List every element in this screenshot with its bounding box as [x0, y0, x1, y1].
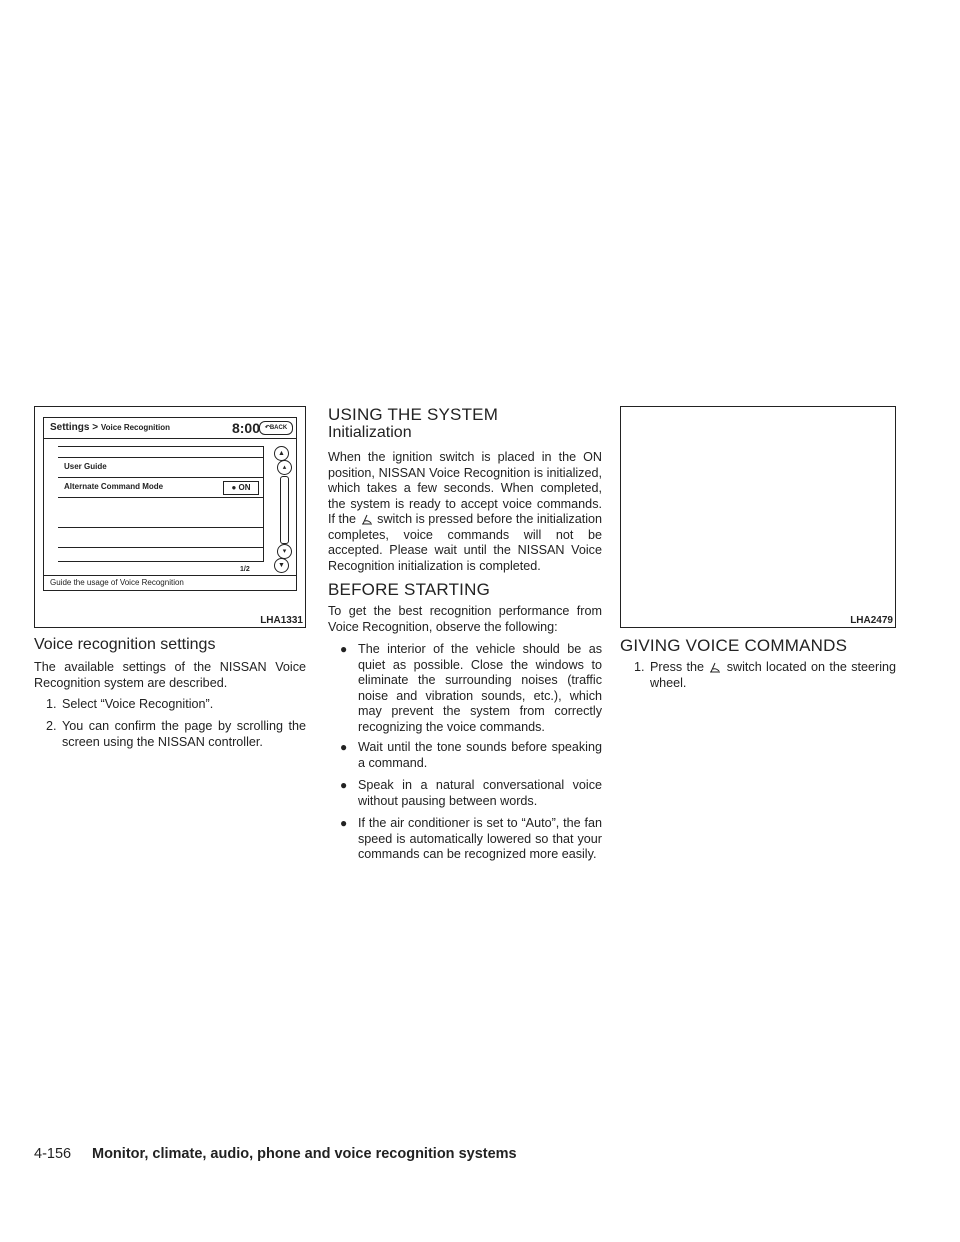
step-number: 1.	[46, 697, 57, 711]
figure-id: LHA1331	[260, 615, 303, 626]
back-button: ↶BACK	[259, 421, 293, 435]
heading-before-starting: BEFORE STARTING	[328, 580, 491, 599]
figure-id: LHA2479	[850, 615, 893, 626]
screen-row-alternate-command-mode	[58, 477, 263, 498]
step-text: You can confirm the page by scrolling the screen using the NISSAN controller.	[62, 719, 306, 749]
scrollbar-icon	[280, 476, 289, 544]
screen-illustration	[43, 417, 297, 591]
scroll-up-icon: ▲	[274, 446, 289, 461]
bullet-item	[340, 642, 602, 735]
page-number: 4-156	[34, 1146, 72, 1162]
bullet-icon: ●	[340, 740, 348, 754]
on-label: ON	[238, 483, 251, 492]
heading-giving-voice-commands: GIVING VOICE COMMANDS	[620, 636, 848, 655]
section-title: Monitor, climate, audio, phone and voice recognition systems	[92, 1146, 517, 1162]
screen-row-label: Alternate Command Mode	[64, 482, 164, 491]
talk-switch-icon	[360, 512, 374, 526]
init-text-b-pre: the	[338, 512, 357, 526]
step-text	[634, 660, 896, 691]
figure-voice-recognition-screen	[34, 406, 306, 628]
init-text-b-post: switch is pressed before the initialization completes, voice commands will not be accepted. Please wait until the NISSAN Voice Recognition initialization is completed.	[328, 512, 603, 573]
step-text-post: switch located on the steering wheel.	[650, 660, 897, 690]
initialization-paragraph	[328, 450, 602, 574]
screen-title-text: Settings >	[50, 422, 99, 433]
heading-voice-recognition-settings: Voice recognition settings	[34, 636, 216, 653]
bullet-item	[340, 816, 602, 863]
bullet-icon: ●	[340, 642, 348, 656]
screen-subtitle: Voice Recognition	[100, 423, 171, 432]
back-label: BACK	[269, 425, 288, 431]
bullet-icon: ●	[340, 778, 348, 792]
scroll-down-small-icon: ▾	[277, 544, 292, 559]
before-starting-intro: To get the best recognition performance from Voice Recognition, observe the following:	[328, 604, 602, 634]
talk-switch-icon	[708, 660, 722, 674]
scroll-up-small-icon: ▴	[277, 460, 292, 475]
bullet-text: Wait until the tone sounds before speaking a command.	[358, 740, 602, 770]
page-indicator: 1/2	[240, 566, 250, 573]
screen-clock: 8:00	[231, 420, 260, 436]
bullet-text: The interior of the vehicle should be as quiet as possible. Close the windows to eliminate the surrounding noises (traffic noise and vibration sounds, etc.), which may prevent the system from correctly recognizing the voice commands.	[358, 642, 602, 734]
screen-header	[44, 418, 296, 439]
settings-step-1	[46, 697, 306, 713]
heading-initialization: Initialization	[328, 424, 412, 441]
screen-row-empty	[58, 497, 263, 528]
settings-step-2	[46, 719, 306, 750]
heading-using-the-system: USING THE SYSTEM	[328, 405, 499, 424]
bullet-item	[340, 778, 602, 809]
bullet-text: Speak in a natural conversational voice without pausing between words.	[358, 778, 602, 808]
step-text-pre: Press the	[650, 660, 705, 674]
screen-menu-list	[58, 446, 264, 562]
scroll-down-icon: ▼	[274, 558, 289, 573]
step-number: 1.	[634, 660, 645, 674]
figure-steering-switch	[620, 406, 896, 628]
settings-intro: The available settings of the NISSAN Voice Recognition system are described.	[34, 660, 306, 690]
bullet-item	[340, 740, 602, 771]
on-indicator: ● ON	[223, 481, 259, 495]
screen-row-empty	[58, 527, 263, 548]
bullet-icon: ●	[340, 816, 348, 830]
bullet-text: If the air conditioner is set to “Auto”, the fan speed is automatically lowered so that your commands can be recognized more easily.	[358, 816, 602, 861]
voice-command-step-1	[634, 660, 896, 691]
step-number: 2.	[46, 719, 57, 733]
screen-title	[50, 422, 170, 433]
screen-footer: Guide the usage of Voice Recognition	[44, 575, 296, 590]
screen-row-user-guide: User Guide	[58, 457, 263, 478]
init-text-a: When the ignition switch is placed in the ON position, NISSAN Voice Recognition is initialized, which takes a few seconds. When completed, the system is ready to accept voice commands. If	[328, 450, 602, 526]
step-text: Select “Voice Recognition”.	[62, 697, 214, 711]
